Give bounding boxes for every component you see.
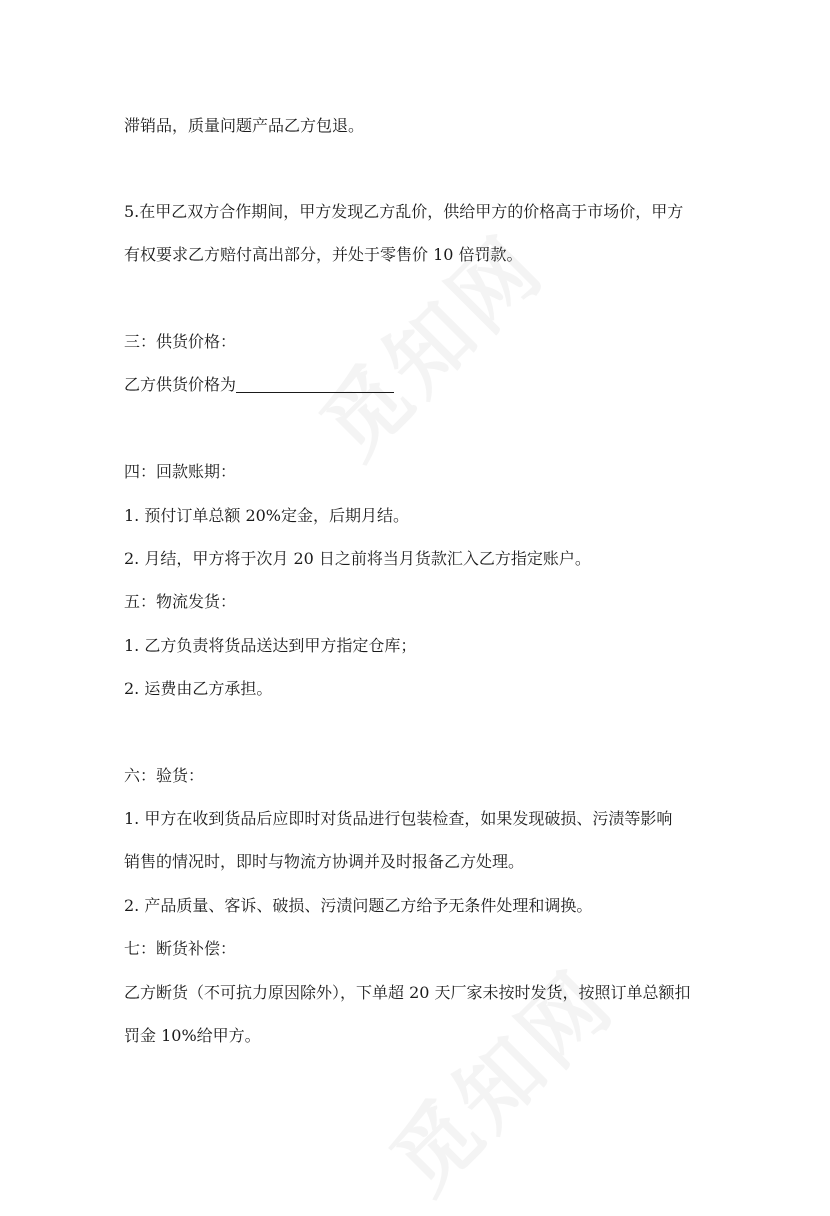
watermark-bottom <box>360 939 636 1215</box>
supply-price-line <box>124 375 394 395</box>
paragraph-return-policy: 滞销品，质量问题产品乙方包退。 <box>124 116 365 135</box>
section-5-title: 五：物流发货： <box>124 592 237 611</box>
section-7-title: 七：断货补偿： <box>124 939 237 958</box>
section-7-line-1: 乙方断货（不可抗力原因除外），下单超 20 天厂家未按时发货，按照订单总额扣 <box>124 983 691 1002</box>
section-7-line-2: 罚金 10%给甲方。 <box>124 1026 261 1045</box>
section-3-title: 三：供货价格： <box>124 332 237 351</box>
clause-5-line-2: 有权要求乙方赔付高出部分，并处于零售价 10 倍罚款。 <box>124 245 523 264</box>
section-6-item-1-line-1: 1. 甲方在收到货品后应即时对货品进行包装检查，如果发现破损、污渍等影响 <box>124 809 673 828</box>
supply-price-blank <box>236 376 394 393</box>
section-6-item-1-line-2: 销售的情况时，即时与物流方协调并及时报备乙方处理。 <box>124 852 525 871</box>
section-4-item-2: 2. 月结，甲方将于次月 20 日之前将当月货款汇入乙方指定账户。 <box>124 549 591 568</box>
supply-price-label: 乙方供货价格为 <box>124 375 237 394</box>
section-5-item-1: 1. 乙方负责将货品送达到甲方指定仓库； <box>124 636 417 655</box>
clause-5-line-1: 5.在甲乙双方合作期间，甲方发现乙方乱价，供给甲方的价格高于市场价，甲方 <box>124 202 684 221</box>
section-4-title: 四：回款账期： <box>124 462 237 481</box>
section-6-item-2: 2. 产品质量、客诉、破损、污渍问题乙方给予无条件处理和调换。 <box>124 896 593 915</box>
section-5-item-2: 2. 运费由乙方承担。 <box>124 679 273 698</box>
section-6-title: 六：验货： <box>124 766 205 785</box>
section-4-item-1: 1. 预付订单总额 20%定金，后期月结。 <box>124 506 410 525</box>
